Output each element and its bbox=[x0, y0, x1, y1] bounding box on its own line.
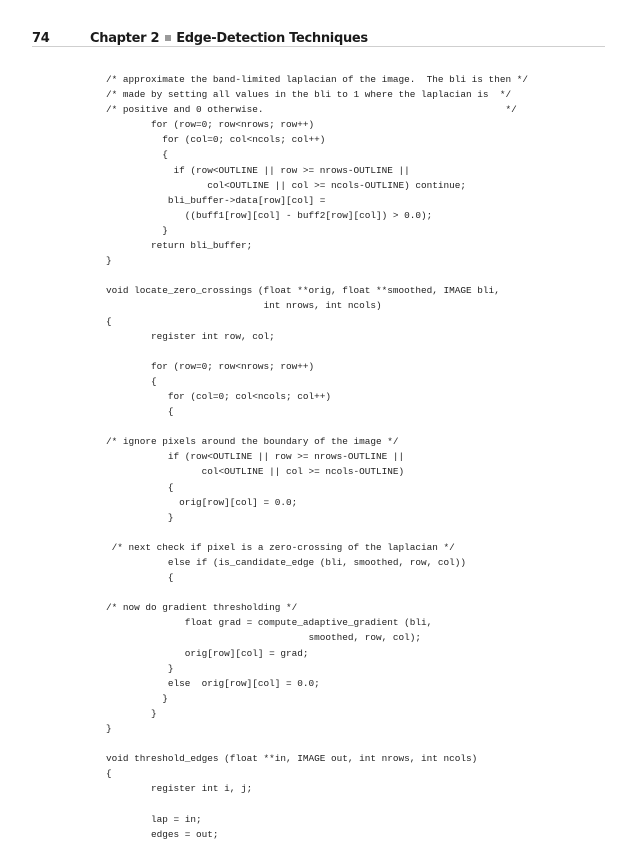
code-line: else if (is_candidate_edge (bli, smoothed, row, col)) bbox=[106, 557, 467, 568]
chapter-label: Chapter 2 bbox=[90, 31, 160, 46]
code-line: /* positive and 0 otherwise. */ bbox=[106, 104, 517, 116]
code-line: float grad = compute_adaptive_gradient (bli, bbox=[106, 617, 433, 629]
code-line: } bbox=[106, 707, 157, 719]
code-line: edges = out; bbox=[106, 828, 219, 840]
code-line: register int row, col; bbox=[106, 330, 275, 342]
code-line bbox=[106, 268, 528, 283]
header-rule bbox=[32, 46, 605, 47]
code-line: for (row=0; row<nrows; row++) bbox=[106, 119, 315, 131]
code-line bbox=[106, 344, 528, 359]
code-line: for (col=0; col<ncols; col++) bbox=[106, 134, 326, 146]
code-line: } bbox=[106, 692, 168, 704]
code-line: } bbox=[106, 662, 174, 674]
code-line: bli_buffer->data[row][col] = bbox=[106, 194, 326, 206]
code-line: else orig[row][col] = 0.0; bbox=[106, 677, 320, 689]
code-line: return bli_buffer; bbox=[106, 240, 253, 252]
code-line: void locate_zero_crossings (float **orig, float **smoothed, IMAGE bli, bbox=[106, 285, 500, 297]
code-line: smoothed, row, col); bbox=[106, 632, 422, 644]
code-line: for (col=0; col<ncols; col++) bbox=[106, 390, 332, 402]
code-line: } bbox=[106, 511, 174, 523]
code-line bbox=[106, 585, 528, 600]
code-line: { bbox=[106, 481, 174, 493]
code-line bbox=[106, 525, 528, 540]
code-line: orig[row][col] = 0.0; bbox=[106, 496, 298, 508]
code-line bbox=[106, 419, 528, 434]
code-line: lap = in; bbox=[106, 813, 202, 825]
code-line: } bbox=[106, 224, 168, 236]
separator-square-icon bbox=[165, 35, 171, 41]
code-line: col<OUTLINE || col >= ncols-OUTLINE) bbox=[106, 466, 405, 478]
code-line bbox=[106, 797, 528, 812]
code-line: /* now do gradient thresholding */ bbox=[106, 602, 298, 614]
code-line: ((buff1[row][col] - buff2[row][col]) > 0.0); bbox=[106, 209, 433, 221]
code-line: { bbox=[106, 572, 174, 584]
code-line: void threshold_edges (float **in, IMAGE out, int nrows, int ncols) bbox=[106, 753, 478, 765]
code-line: int nrows, int ncols) bbox=[106, 300, 382, 312]
code-line bbox=[106, 736, 528, 751]
code-line: { bbox=[106, 315, 112, 327]
code-line: /* next check if pixel is a zero-crossing of the laplacian */ bbox=[106, 541, 455, 553]
code-line: /* ignore pixels around the boundary of the image */ bbox=[106, 436, 399, 448]
code-line: { bbox=[106, 149, 168, 161]
code-line: if (row<OUTLINE || row >= nrows-OUTLINE || bbox=[106, 164, 410, 176]
code-line: } bbox=[106, 723, 112, 735]
code-line: /* made by setting all values in the bli to 1 where the laplacian is */ bbox=[106, 89, 512, 101]
code-line: if (row<OUTLINE || row >= nrows-OUTLINE || bbox=[106, 451, 405, 463]
page-number: 74 bbox=[32, 31, 50, 46]
code-line: register int i, j; bbox=[106, 783, 253, 795]
chapter-title: Edge-Detection Techniques bbox=[176, 31, 368, 46]
code-listing bbox=[106, 72, 528, 842]
code-line: /* approximate the band-limited laplacian of the image. The bli is then */ bbox=[106, 74, 528, 85]
code-line: { bbox=[106, 406, 174, 418]
code-line: orig[row][col] = grad; bbox=[106, 647, 309, 659]
code-line: { bbox=[106, 768, 112, 780]
code-line: col<OUTLINE || col >= ncols-OUTLINE) continue; bbox=[106, 179, 467, 191]
code-line: for (row=0; row<nrows; row++) bbox=[106, 360, 315, 372]
code-line: } bbox=[106, 255, 112, 267]
code-line: { bbox=[106, 375, 157, 387]
